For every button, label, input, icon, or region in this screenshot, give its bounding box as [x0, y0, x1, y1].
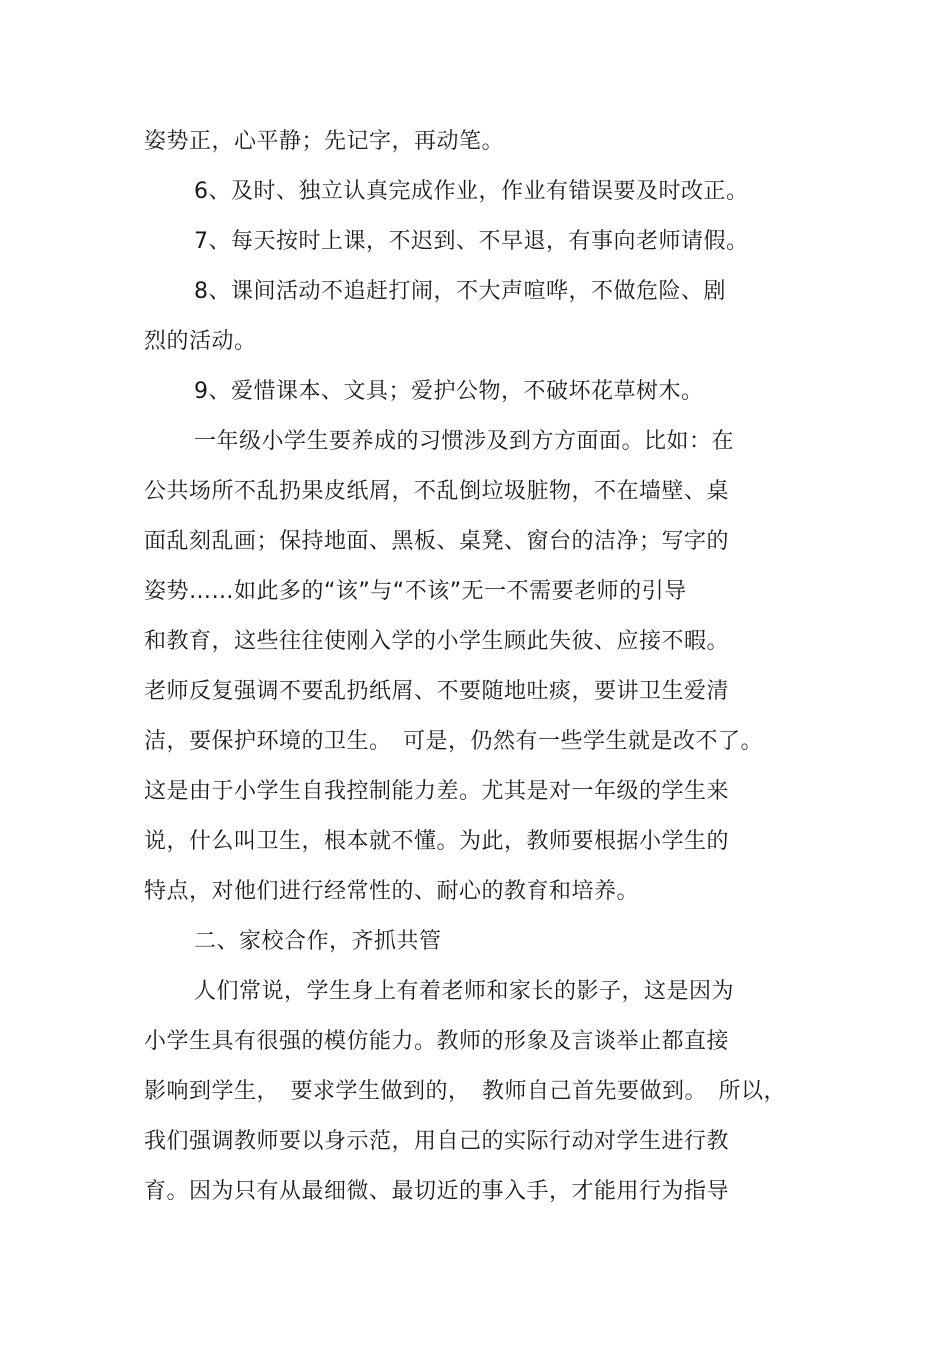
text-line: 这是由于小学生自我控制能力差。尤其是对一年级的学生来 — [144, 779, 730, 804]
text-line: 老师反复强调不要乱扔纸屑、不要随地吐痰，要讲卫生爱清 — [144, 679, 730, 704]
text-line: 8、课间活动不追赶打闹，不大声喧哗，不做危险、剧 — [194, 279, 726, 304]
text-line: 说，什么叫卫生，根本就不懂。为此，教师要根据小学生的 — [144, 829, 730, 854]
text-line: 烈的活动。 — [144, 329, 257, 354]
text-line: 一年级小学生要养成的习惯涉及到方方面面。比如：在 — [194, 429, 735, 454]
text-line: 特点，对他们进行经常性的、耐心的教育和培养。 — [144, 879, 640, 904]
text-line: 7、每天按时上课，不迟到、不早退，有事向老师请假。 — [194, 229, 749, 254]
text-line: 9、爱惜课本、文具；爱护公物，不破坏花草树木。 — [194, 379, 704, 404]
text-line: 姿势……如此多的“该”与“不该”无一不需要老师的引导 — [144, 579, 687, 604]
text-line: 育。因为只有从最细微、最切近的事入手，才能用行为指导 — [144, 1179, 730, 1204]
text-line: 6、及时、独立认真完成作业，作业有错误要及时改正。 — [194, 179, 749, 204]
text-line: 影响到学生， 要求学生做到的， 教师自己首先要做到。 所以， — [144, 1079, 787, 1104]
section-heading: 二、家校合作，齐抓共管 — [194, 929, 442, 954]
text-line: 小学生具有很强的模仿能力。教师的形象及言谈举止都直接 — [144, 1029, 730, 1054]
text-line: 面乱刻乱画；保持地面、黑板、桌凳、窗台的洁净；写字的 — [144, 529, 730, 554]
text-line: 我们强调教师要以身示范，用自己的实际行动对学生进行教 — [144, 1129, 730, 1154]
text-line: 和教育，这些往往使刚入学的小学生顾此失彼、应接不暇。 — [144, 629, 730, 654]
text-line: 姿势正，心平静；先记字，再动笔。 — [144, 129, 505, 154]
text-line: 人们常说，学生身上有着老师和家长的影子，这是因为 — [194, 979, 735, 1004]
text-line: 公共场所不乱扔果皮纸屑，不乱倒垃圾脏物，不在墙壁、桌 — [144, 479, 730, 504]
text-line: 洁，要保护环境的卫生。 可是，仍然有一些学生就是改不了。 — [144, 729, 764, 754]
